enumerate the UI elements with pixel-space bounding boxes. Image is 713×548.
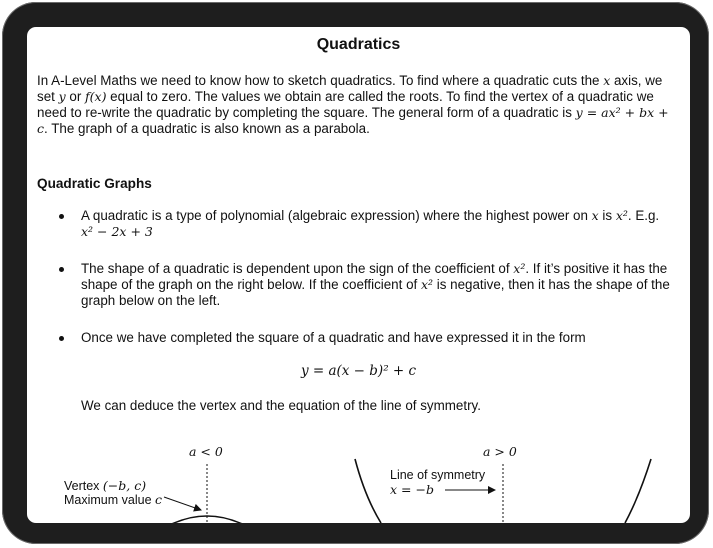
math-x-squared: x² [615, 208, 628, 223]
parabola-graphs [27, 437, 690, 523]
math-x-squared: x² [420, 277, 434, 292]
tablet-screen [27, 27, 690, 523]
bullet-text: A quadratic is a type of polynomial (algebraic expression) where the highest power on [81, 208, 592, 223]
math-y: y [58, 89, 66, 104]
math-x: x [603, 73, 611, 88]
math-example: x² − 2x + 3 [81, 224, 153, 239]
document-page [27, 27, 690, 523]
bullet-text: . E.g. [627, 208, 660, 223]
intro-text-2: axis, we set [37, 73, 663, 104]
right-condition-label: a > 0 [483, 444, 517, 459]
tablet-frame [2, 2, 709, 544]
bullet-text: The shape of a quadratic is dependent upon the sign of the coefficient of [81, 261, 514, 276]
right-parabola-right-arm [625, 459, 651, 523]
bullet-text: is negative, then it has the shape of the graph below on the left. [81, 277, 670, 308]
vertex-arrow [164, 497, 201, 510]
deduce-text: We can deduce the vertex and the equation of the line of symmetry. [81, 398, 481, 413]
vertex-label-text: Vertex [64, 479, 103, 493]
math-x-squared: x² [513, 261, 526, 276]
bullet-completed-square: Once we have completed the square of a quadratic and have expressed it in the form [81, 330, 671, 346]
vertex-form-formula: y = a(x − b)² + c [300, 363, 417, 379]
vertex-label [64, 478, 146, 493]
section-heading: Quadratic Graphs [37, 176, 152, 191]
intro-text-5: . The graph of a quadratic is also known as a parabola. [44, 121, 370, 136]
bullet-shape [81, 261, 671, 309]
vertex-coords: (−b, c) [102, 478, 147, 493]
left-condition-label: a < 0 [189, 444, 223, 459]
max-value-text: Maximum value [64, 493, 155, 507]
math-general-form: y = ax² + bx + c [37, 105, 669, 136]
intro-text-1: In A-Level Maths we need to know how to sketch quadratics. To find where a quadratic cuts the [37, 73, 604, 88]
symmetry-label: Line of symmetry [390, 468, 486, 482]
bullet-text: . If it’s positive it has the shape of the graph on the right below. If the coefficient of [81, 261, 668, 292]
math-x: x [591, 208, 599, 223]
symmetry-equation: x = −b [390, 482, 434, 497]
bullet-polynomial [81, 208, 671, 240]
right-parabola-left-arm [355, 459, 381, 523]
max-value-label [64, 492, 162, 507]
intro-text-4: equal to zero. The values we obtain are called the roots. To find the vertex of a quadratic we need to re-write the quadratic by completing the square. The general form of a quadratic is [37, 89, 654, 120]
bullet-text: is [598, 208, 616, 223]
math-fx: f(x) [85, 89, 107, 104]
intro-text-3: or [65, 89, 86, 104]
intro-paragraph [37, 73, 677, 137]
document-title: Quadratics [316, 36, 401, 53]
max-value-var: c [155, 492, 163, 507]
